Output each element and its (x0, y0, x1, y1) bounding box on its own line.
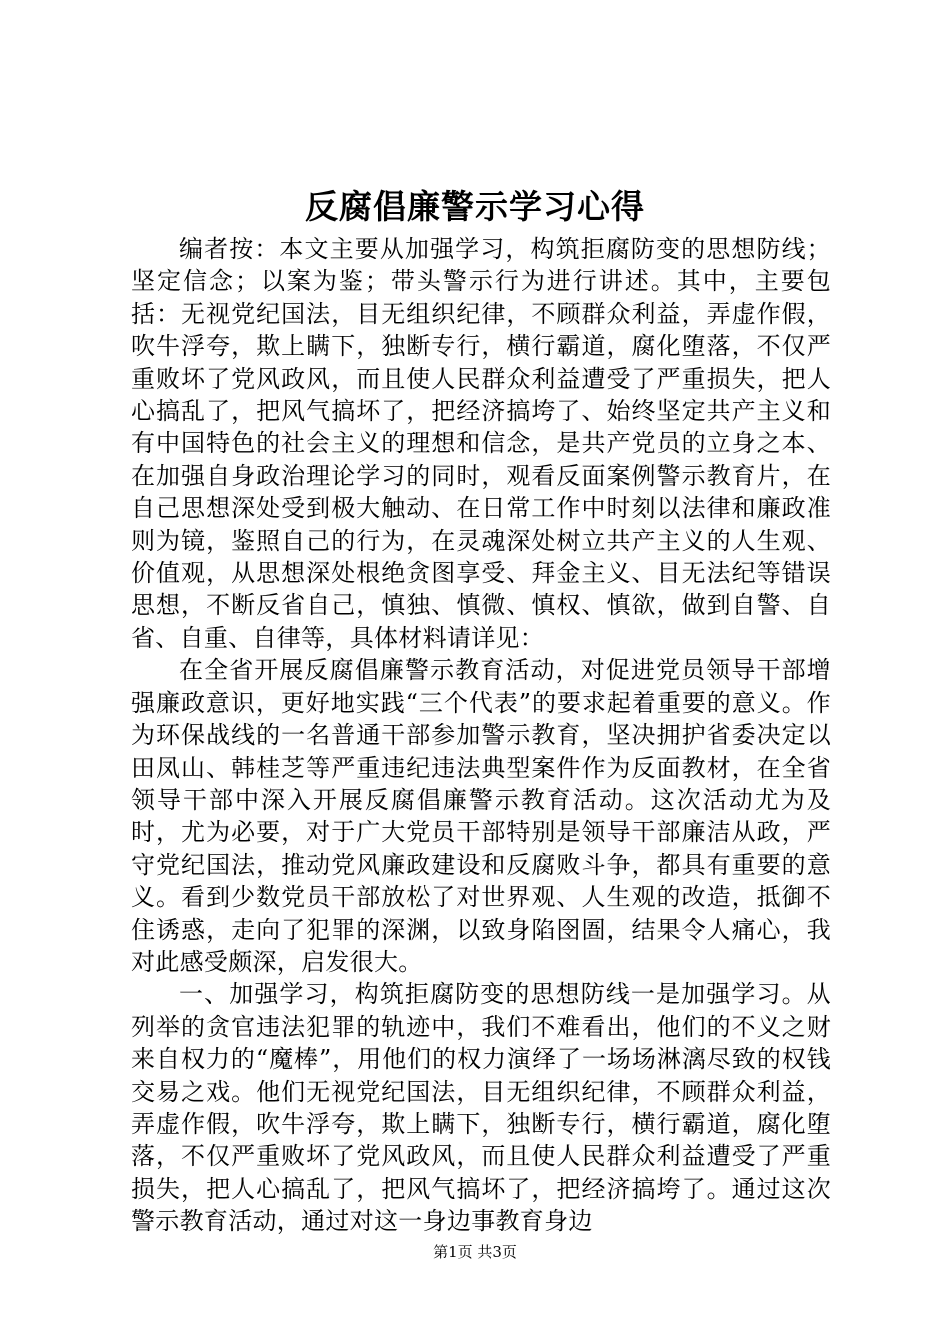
document-title: 反腐倡廉警示学习心得 (305, 187, 645, 226)
editor-note-paragraph: 编者按：本文主要从加强学习，构筑拒腐防变的思想防线；坚定信念；以案为鉴；带头警示行为进行讲述。其中，主要包括：无视党纪国法，目无组织纪律，不顾群众利益，弄虚作假，吹牛浮夸，欺上瞒下，独断专行，横行霸道，腐化堕落，不仅严重败坏了党风政风，而且使人民群众利益遭受了严重损失，把人心搞乱了，把风气搞坏了，把经济搞垮了、始终坚定共产主义和有中国特色的社会主义的理想和信念，是共产党员的立身之本、在加强自身政治理论学习的同时，观看反面案例警示教育片，在自己思想深处受到极大触动、在日常工作中时刻以法律和廉政准则为镜，鉴照自己的行为，在灵魂深处树立共产主义的人生观、价值观，从思想深处根绝贪图享受、拜金主义、目无法纪等错误思想，不断反省自己，慎独、慎微、慎权、慎欲，做到自警、自省、自重、自律等，具体材料请详见： (131, 235, 831, 652)
intro-paragraph: 在全省开展反腐倡廉警示教育活动，对促进党员领导干部增强廉政意识，更好地实践“三个代表”的要求起着重要的意义。作为环保战线的一名普通干部参加警示教育，坚决拥护省委决定以田凤山、韩桂芝等严重违纪违法典型案件作为反面教材，在全省领导干部中深入开展反腐倡廉警示教育活动。这次活动尤为及时，尤为必要，对于广大党员干部特别是领导干部廉洁从政，严守党纪国法，推动党风廉政建设和反腐败斗争，都具有重要的意义。看到少数党员干部放松了对世界观、人生观的改造，抵御不住诱惑，走向了犯罪的深渊，以致身陷囹圄，结果令人痛心，我对此感受颇深，启发很大。 (131, 656, 831, 976)
document-body (131, 233, 831, 1238)
page-number-footer: 第1页 共3页 (433, 1243, 517, 1261)
section-one-paragraph: 一、加强学习，构筑拒腐防变的思想防线一是加强学习。从列举的贪官违法犯罪的轨迹中，我们不难看出，他们的不义之财来自权力的“魔棒”，用他们的权力演绎了一场场淋漓尽致的权钱交易之戏。他们无视党纪国法，目无组织纪律，不顾群众利益，弄虚作假，吹牛浮夸，欺上瞒下，独断专行，横行霸道，腐化堕落，不仅严重败坏了党风政风，而且使人民群众利益遭受了严重损失，把人心搞乱了，把风气搞坏了，把经济搞垮了。通过这次警示教育活动，通过对这一身边事教育身边 (131, 980, 831, 1236)
